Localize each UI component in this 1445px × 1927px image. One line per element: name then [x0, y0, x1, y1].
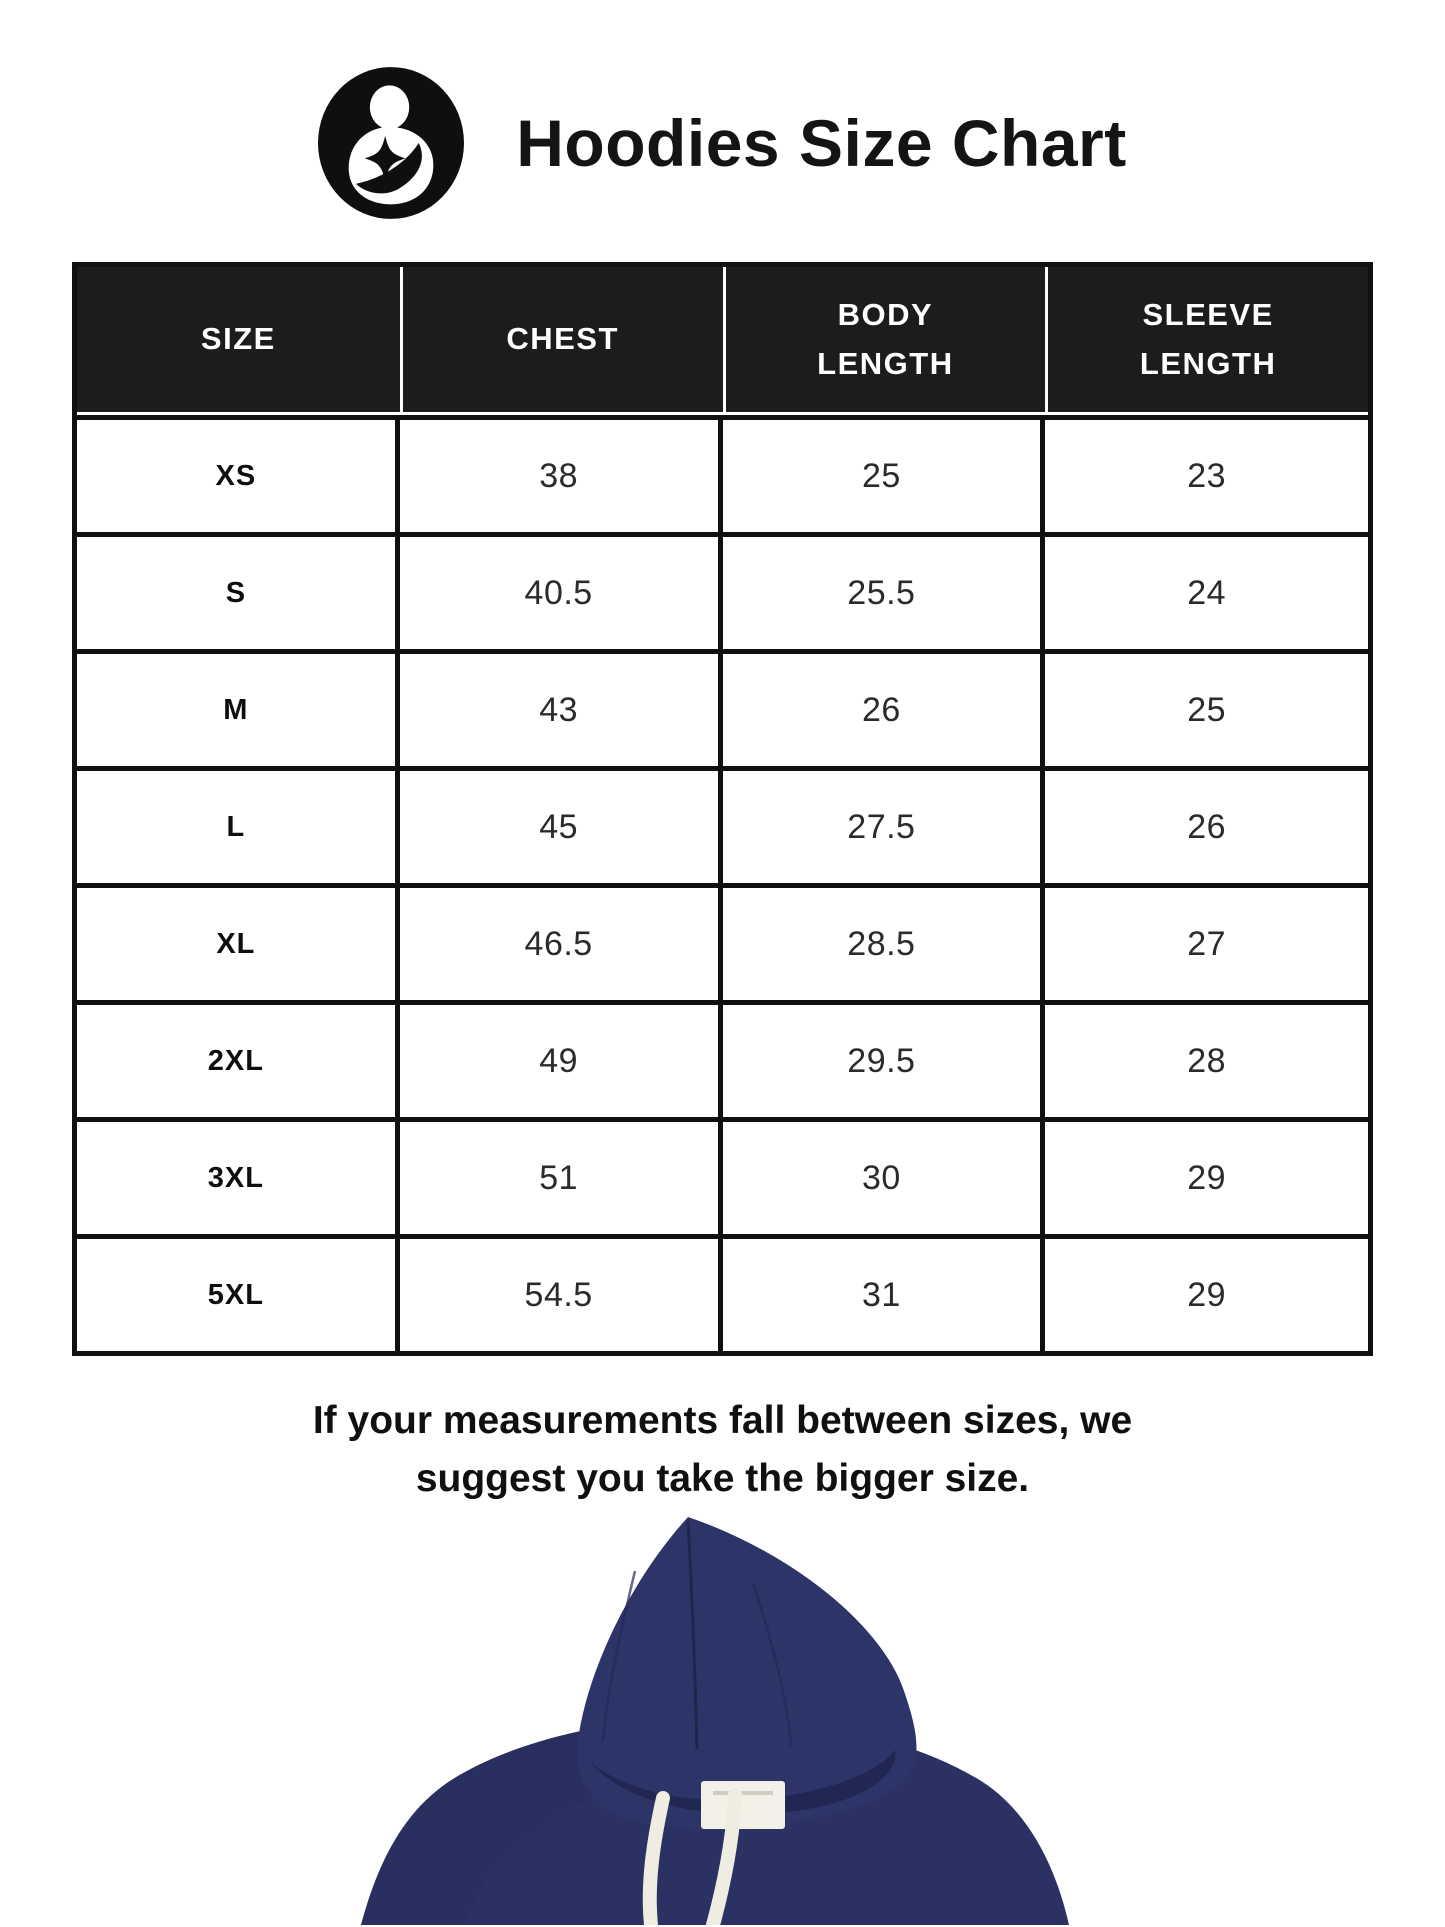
table-row — [77, 649, 1368, 766]
table-row — [77, 1234, 1368, 1351]
body-length-cell: 27.5 — [723, 771, 1046, 883]
column-header-chest: CHEST — [400, 267, 723, 412]
sleeve-length-cell: 28 — [1187, 1041, 1227, 1080]
collar-label — [701, 1781, 785, 1829]
table-header-row — [77, 267, 1368, 415]
chest-cell: 54.5 — [400, 1239, 723, 1351]
chest-cell: 46.5 — [400, 888, 723, 1000]
sleeve-length-cell: 23 — [1187, 456, 1227, 495]
sleeve-length-cell: 29 — [1187, 1158, 1227, 1197]
column-header-body-length: BODY LENGTH — [723, 267, 1046, 412]
body-length-cell: 29.5 — [723, 1005, 1046, 1117]
table-body — [77, 415, 1368, 1351]
size-label-cell: 2XL — [77, 1005, 400, 1117]
size-label-cell: S — [77, 537, 400, 649]
column-header-size: SIZE — [200, 321, 276, 357]
table-row — [77, 766, 1368, 883]
chest-cell: 43 — [400, 654, 723, 766]
size-chart-table — [72, 262, 1373, 1356]
body-length-cell: 28.5 — [723, 888, 1046, 1000]
sleeve-length-cell: 29 — [1187, 1275, 1227, 1314]
table-row — [77, 883, 1368, 1000]
chest-cell: 49 — [400, 1005, 723, 1117]
body-length-cell: 26 — [723, 654, 1046, 766]
body-length-cell: 25 — [723, 420, 1046, 532]
chest-cell: 51 — [400, 1122, 723, 1234]
sleeve-length-cell: 24 — [1187, 573, 1227, 612]
table-row — [77, 1000, 1368, 1117]
sleeve-length-cell: 26 — [1187, 807, 1227, 846]
sleeve-length-cell: 27 — [1187, 924, 1227, 963]
hoodie-photo — [0, 1513, 1445, 1925]
size-label-cell: XS — [77, 420, 400, 532]
body-length-cell: 25.5 — [723, 537, 1046, 649]
size-label-cell: 3XL — [77, 1122, 400, 1234]
table-row — [77, 532, 1368, 649]
size-label-cell: L — [77, 771, 400, 883]
size-label-cell: XL — [77, 888, 400, 1000]
sizing-note: If your measurements fall between sizes, we suggest you take the bigger size. — [312, 1399, 1133, 1500]
chest-cell: 38 — [400, 420, 723, 532]
table-row — [77, 1117, 1368, 1234]
table-row — [77, 415, 1368, 532]
body-length-cell: 31 — [723, 1239, 1046, 1351]
body-length-cell: 30 — [723, 1122, 1046, 1234]
brand-logo-icon — [318, 66, 464, 220]
chest-cell: 45 — [400, 771, 723, 883]
navy-hoodie-image — [333, 1513, 1113, 1925]
chest-cell: 40.5 — [400, 537, 723, 649]
page-title: Hoodies Size Chart — [516, 106, 1127, 180]
column-header-sleeve-length: SLEEVE LENGTH — [1045, 267, 1368, 412]
sleeve-length-cell: 25 — [1187, 690, 1227, 729]
brand-header — [0, 0, 1445, 220]
size-label-cell: 5XL — [77, 1239, 400, 1351]
size-label-cell: M — [77, 654, 400, 766]
